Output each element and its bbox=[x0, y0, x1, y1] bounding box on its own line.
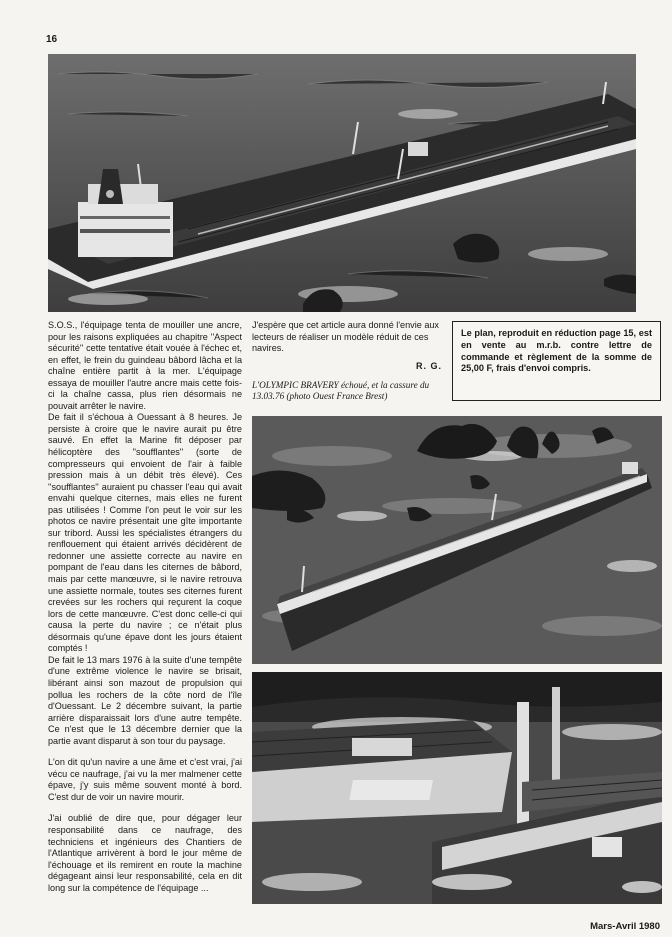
article-left-column bbox=[48, 320, 242, 894]
article-paragraph: De fait il s'échoua à Ouessant à 8 heures. Je persiste à croire que le navire aurait pu être sauvé. En effet la Marine fit déposer par hélicoptère des ''soufflantes'' (sorte de compresseurs qui envoient de l'air à faible pression mais à un débit très élevé). Ces ''soufflantes'' auraient pu chasser l'eau qui avait envahi quelque citernes, mais elles ne furent pas utilisées ! Comme l'on peut le voir sur les photos ce navire présentait une gîte importante sur tribord. Aussi les spécialistes étrangers du renflouement qui étaient arrivés décidèrent de redonner une assiette correcte au navire en pompant de l'eau dans les citernes de bâbord, mais par cette manœuvre, si le navire retrouva une assiette normale, toutes ses citernes furent crevées sur les rochers qui reçurent la coque lors de cette manœuvre. C'est donc celle-ci qui causa la perte du navire ; ce n'était plus désormais qu'une épave dont les jours étaient comptés ! bbox=[48, 412, 242, 654]
plan-order-note: Le plan, reproduit en réduction page 15, est en vente au m.r.b. contre lettre de commande et règlement de la somme de 25,00 F, frais d'envoi compris. bbox=[452, 321, 661, 401]
article-paragraph: S.O.S., l'équipage tenta de mouiller une ancre, pour les raisons expliquées au chapitre ''Aspect sécurité'' cette tentative était vouée à l'échec et, en effet, le frein du guindeau bâbord lâcha et la chaîne entière partit à la mer. L'équipage essaya de mouiller l'autre ancre mais cette fois-ci la chaîne cassa, plus rien désormais ne pouvait arrêter le navire. bbox=[48, 320, 242, 411]
photo-tanker-broken-deck bbox=[252, 672, 662, 904]
article-middle-column bbox=[252, 320, 442, 403]
photo-caption bbox=[252, 380, 442, 402]
caption-ship-name: L'OLYMPIC BRAVERY bbox=[252, 380, 339, 391]
photo-tanker-near-rocks bbox=[252, 416, 662, 664]
caption-text: échoué, et la cassure du 13.03.76 (photo Ouest France Brest) bbox=[252, 380, 430, 402]
photo-tanker-aground-aerial bbox=[48, 54, 636, 312]
article-paragraph: De fait le 13 mars 1976 à la suite d'une tempête d'une extrême violence le navire se brisait, libérant ainsi son mazout de propulsion qui pollua les rochers de la côte nord de l'île d'Ouessant. Le 2 décembre suivant, la partie arrière disparaissait lors d'une autre tempête. Ce n'est que le 13 décembre dernier que la partie avant disparut à son tour du paysage. bbox=[48, 654, 242, 746]
author-signature: R. G. bbox=[415, 360, 442, 371]
article-paragraph: J'ai oublié de dire que, pour dégager leur responsabilité dans ce naufrage, des techniciens et ingénieurs des Chantiers de l'Atlantique arrivèrent à bord le jour même de l'échouage et ils remirent en route la machine dégageant ainsi leur responsabilité, cela en dit long sur la compétence de l'équipage ... bbox=[48, 813, 242, 893]
page-number: 16 bbox=[46, 34, 58, 45]
article-paragraph: L'on dit qu'un navire a une âme et c'est vrai, j'ai vécu ce naufrage, j'ai vu la mer malmener cette épave, j'y suis même souvent monté à bord. C'est dur de voir un navire mourir. bbox=[48, 757, 242, 802]
article-closing: J'espère que cet article aura donné l'envie aux lecteurs de réaliser un modèle réduit de ces navires. bbox=[252, 320, 439, 354]
issue-date: Mars-Avril 1980 bbox=[590, 921, 660, 932]
